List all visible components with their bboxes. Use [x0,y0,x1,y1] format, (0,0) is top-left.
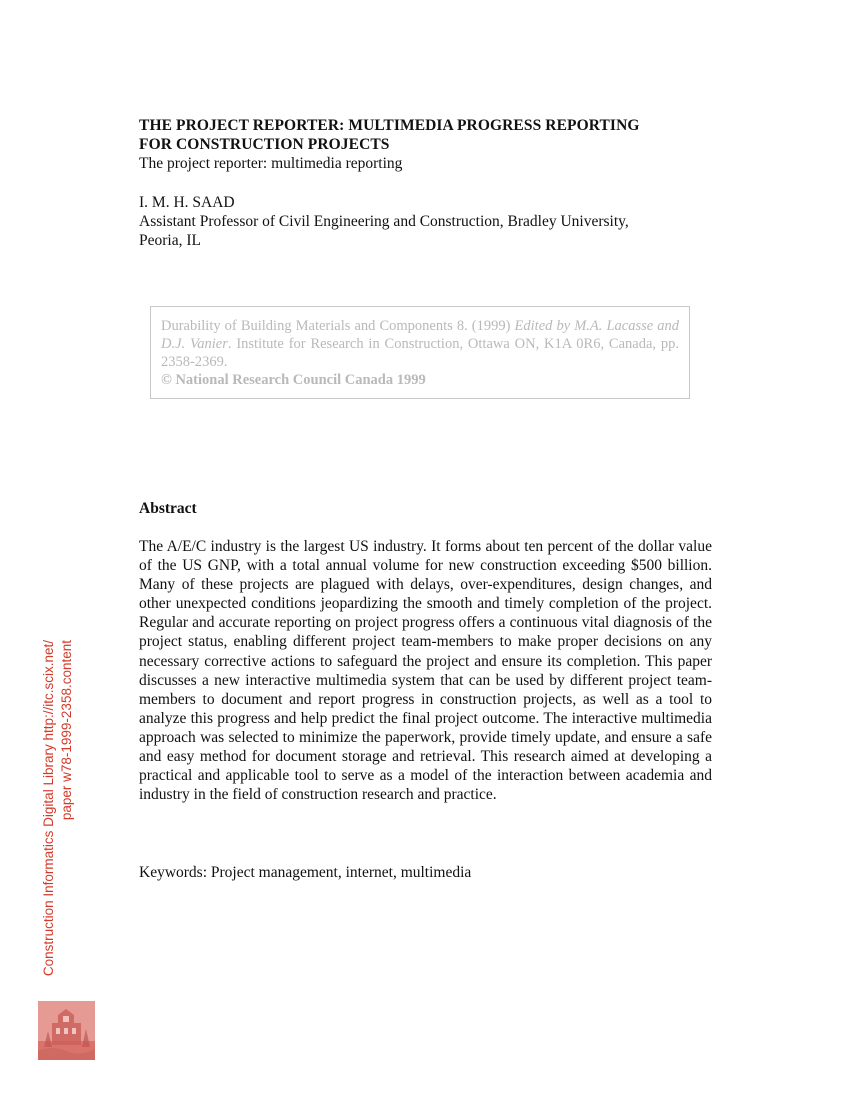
title-block [139,116,719,173]
author-affiliation-line-2: Peoria, IL [139,232,201,249]
citation-editors: Edited by M.A. Lacasse and D.J. Vanier [161,318,680,352]
abstract-heading: Abstract [139,500,197,517]
side-label-line-1[interactable]: Construction Informatics Digital Library http://itc.scix.net/ [41,640,56,977]
side-label-line-2: paper w78-1999-2358.content [59,640,74,821]
side-label [40,640,80,990]
author-affiliation-line-1: Assistant Professor of Civil Engineering and Construction, Bradley University, [139,213,629,230]
citation-text [161,317,679,371]
running-title: The project reporter: multimedia reporting [139,155,403,172]
library-seal-image [38,1001,95,1060]
side-label-rotated [40,640,76,990]
author-name: I. M. H. SAAD [139,194,235,211]
seal-building-icon [38,1001,95,1060]
citation-box [150,306,690,399]
keywords: Keywords: Project management, internet, multimedia [139,864,472,881]
paper-title-line-1: THE PROJECT REPORTER: MULTIMEDIA PROGRESS REPORTING [139,117,640,134]
citation-publisher: . Institute for Research in Construction, Ottawa ON, K1A 0R6, Canada, pp. 2358-2369. [161,336,679,370]
paper-title-line-2: FOR CONSTRUCTION PROJECTS [139,136,390,153]
author-block [139,193,719,250]
abstract-body: The A/E/C industry is the largest US industry. It forms about ten percent of the dollar value of the US GNP, with a total annual volume for new construction exceeding $500 billion. Many of these projects are plagued with delays, over-expenditures, design changes, and other unexpected conditions jeopardizing the smooth and timely completion of the project. Regular and accurate reporting on project progress offers a continuous vital diagnosis of the project status, enabling different project team-members to make proper decisions on any necessary corrective actions to safeguard the project and ensure its completion. This paper discusses a new interactive multimedia system that can be used by different project team-members to document and report progress in construction projects, as well as a tool to analyze this progress and help predict the final project outcome. The interactive multimedia approach was selected to minimize the paperwork, provide timely update, and ensure a safe and easy method for document storage and retrieval. This research aimed at developing a practical and applicable tool to serve as a model of the interaction between academia and industry in the field of construction research and practice. [139,538,712,804]
citation-source: Durability of Building Materials and Components 8. (1999) [161,318,515,334]
citation-copyright: © National Research Council Canada 1999 [161,372,426,388]
